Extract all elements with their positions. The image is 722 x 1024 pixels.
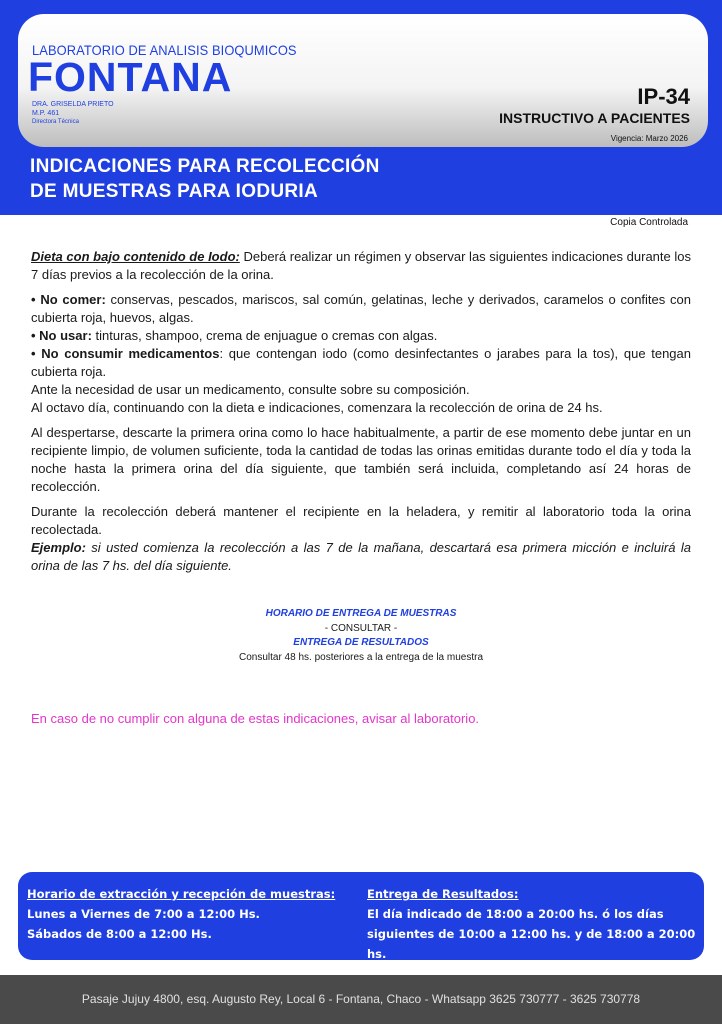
no-eat-text: conservas, pescados, mariscos, sal común, gelatinas, leche y derivados, caramelos o confites con cubierta roja, huevos, algas. (31, 292, 692, 325)
title-line-1: INDICACIONES PARA RECOLECCIÓN (30, 156, 380, 177)
document-type: INSTRUCTIVO A PACIENTES (499, 110, 690, 126)
diet-paragraph (31, 248, 691, 284)
results-hours-line-2: siguientes de 10:00 a 12:00 hs. y de 18:00 a 20:00 hs. (367, 927, 696, 961)
no-use-item (31, 327, 691, 345)
results-title: ENTREGA DE RESULTADOS (293, 637, 429, 648)
fridge-paragraph: Durante la recolección deberá mantener el recipiente en la heladera, y remitir al laboratorio toda la orina recolectada. (31, 504, 691, 537)
diet-text: Deberá realizar un régimen y observar las siguientes indicaciones durante los 7 días previos a la recolección de la orina. (31, 249, 691, 282)
title-line-2: DE MUESTRAS PARA IODURIA (30, 181, 318, 202)
instructions-body (31, 248, 691, 575)
document-code: IP-34 (637, 84, 690, 109)
example-label: Ejemplo: (31, 540, 86, 555)
hours-info-box (18, 872, 704, 960)
results-text: Consultar 48 hs. posteriores a la entrega de la muestra (238, 651, 484, 663)
validity-date: Vigencia: Marzo 2026 (610, 134, 688, 143)
director-mp: M.P. 461 (32, 110, 60, 117)
results-hours (367, 884, 704, 964)
director-info (32, 100, 114, 127)
no-eat-label: • No comer: (31, 292, 106, 307)
extraction-saturdays: Sábados de 8:00 a 12:00 Hs. (27, 927, 212, 941)
eighth-day-note: Al octavo día, continuando con la dieta e indicaciones, comenzara la recolección de orina de 24 hs. (31, 400, 603, 415)
no-use-label: • No usar: (31, 328, 92, 343)
no-eat-item (31, 291, 691, 327)
extraction-weekdays: Lunes a Viernes de 7:00 a 12:00 Hs. (27, 907, 260, 921)
lab-name: LABORATORIO DE ANALISIS BIOQUMICOS (32, 42, 297, 58)
director-name: DRA. GRISELDA PRIETO (32, 101, 114, 108)
no-meds-item (31, 345, 691, 381)
schedule-block (0, 607, 722, 665)
page-title (30, 154, 380, 204)
example-text: si usted comienza la recolección a las 7 de la mañana, descartará esa primera micción e incluirá la orina de las 7 hs. del día siguiente. (31, 540, 691, 573)
example-paragraph (31, 539, 691, 575)
med-note: Ante la necesidad de usar un medicamento, consulte sobre su composición. (31, 382, 470, 397)
diet-label: Dieta con bajo contenido de Iodo: (31, 249, 240, 264)
extraction-title: Horario de extracción y recepción de muestras: (27, 887, 336, 901)
no-meds-label: • No consumir medicamentos (31, 346, 220, 361)
footer-contact: Pasaje Jujuy 4800, esq. Augusto Rey, Local 6 - Fontana, Chaco - Whatsapp 3625 730777 - 3625 730778 (81, 992, 641, 1006)
results-hours-line-1: El día indicado de 18:00 a 20:00 hs. ó los días (367, 907, 664, 921)
brand-logo: FONTANA (28, 54, 233, 100)
consult-label: - CONSULTAR - (324, 622, 398, 634)
no-use-text: tinturas, shampoo, crema de enjuague o cremas con algas. (91, 328, 438, 343)
copy-controlled-label: Copia Controlada (610, 217, 688, 228)
extraction-hours (27, 884, 335, 944)
wake-up-paragraph: Al despertarse, descarte la primera orina como lo hace habitualmente, a partir de ese momento debe juntar en un recipiente limpio, de volumen suficiente, toda la cantidad de todas las orinas emitidas durante todo el día y toda la noche hasta la primera orina del día siguiente, que también será incluida, completando así 24 horas de recolección. (31, 425, 691, 494)
results-hours-title: Entrega de Resultados: (367, 887, 519, 901)
warning-note: En caso de no cumplir con alguna de estas indicaciones, avisar al laboratorio. (31, 711, 480, 726)
director-role: Directora Técnica (32, 119, 79, 125)
delivery-title: HORARIO DE ENTREGA DE MUESTRAS (265, 608, 457, 619)
footer-bar (0, 975, 722, 1024)
no-meds-text: : que contengan iodo (como desinfectantes o jarabes para la tos), que tengan cubierta roja. (31, 346, 691, 379)
